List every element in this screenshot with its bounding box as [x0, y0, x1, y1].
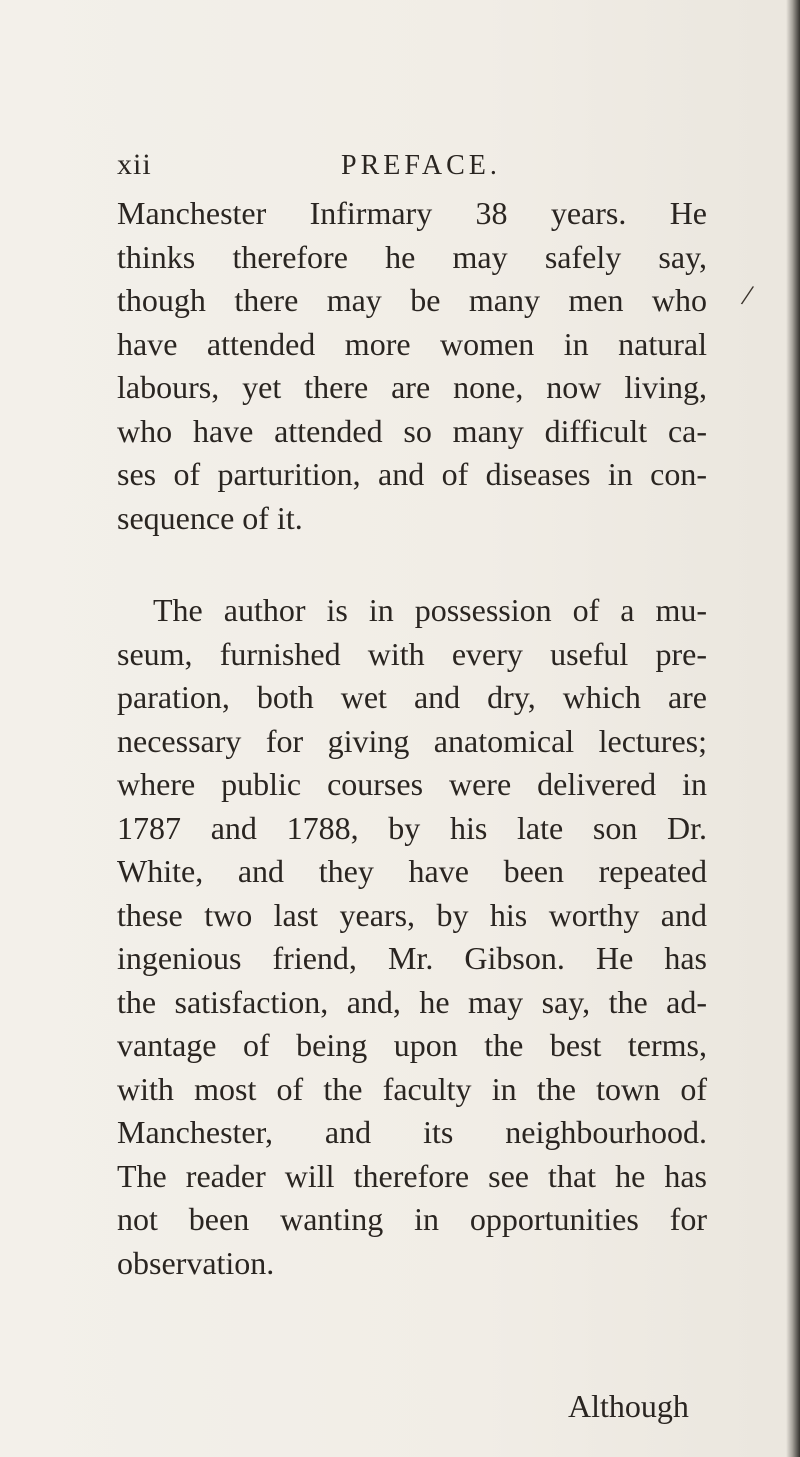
text-line: observation. — [117, 1244, 275, 1281]
running-head: PREFACE. — [341, 150, 501, 181]
text-line: seum, furnished with every useful pre- — [117, 635, 707, 672]
text-line: sequence of it. — [117, 499, 303, 536]
text-line: White, and they have been repeated — [117, 853, 707, 889]
catchword: Although — [568, 1388, 689, 1424]
text-line: though there may be many men who — [117, 282, 707, 318]
text-line: The reader will therefore see that he has — [117, 1157, 707, 1194]
text-line: not been wanting in opportunities for — [117, 1201, 707, 1237]
paragraph-2 — [117, 589, 707, 1285]
paragraph-spacer — [117, 540, 707, 589]
body-text — [117, 192, 707, 1285]
text-line: paration, both wet and dry, which are — [117, 679, 707, 715]
text-line: the satisfaction, and, he may say, the ad- — [117, 983, 707, 1020]
text-line: The author is in possession of a mu- — [153, 592, 707, 628]
text-line: ingenious friend, Mr. Gibson. He has — [117, 940, 707, 976]
text-line: 1787 and 1788, by his late son Dr. — [117, 809, 707, 846]
text-line: necessary for giving anatomical lectures; — [117, 722, 707, 759]
text-line: with most of the faculty in the town of — [117, 1070, 707, 1107]
text-line: Manchester Infirmary 38 years. He — [117, 195, 707, 231]
text-line: who have attended so many difficult ca- — [117, 412, 707, 449]
text-line: Manchester, and its neighbourhood. — [117, 1114, 707, 1150]
page-edge-shadow — [786, 0, 800, 1457]
page-header — [117, 148, 717, 188]
text-line: these two last years, by his worthy and — [117, 896, 707, 933]
text-line: labours, yet there are none, now living, — [117, 369, 707, 405]
margin-mark: / — [739, 278, 756, 313]
text-line: thinks therefore he may safely say, — [117, 238, 707, 275]
text-line: where public courses were delivered in — [117, 766, 707, 802]
text-line: ses of parturition, and of diseases in con- — [117, 456, 707, 492]
paragraph-1 — [117, 192, 707, 540]
text-line: have attended more women in natural — [117, 325, 707, 362]
page-number: xii — [117, 148, 152, 181]
text-line: vantage of being upon the best terms, — [117, 1027, 707, 1063]
